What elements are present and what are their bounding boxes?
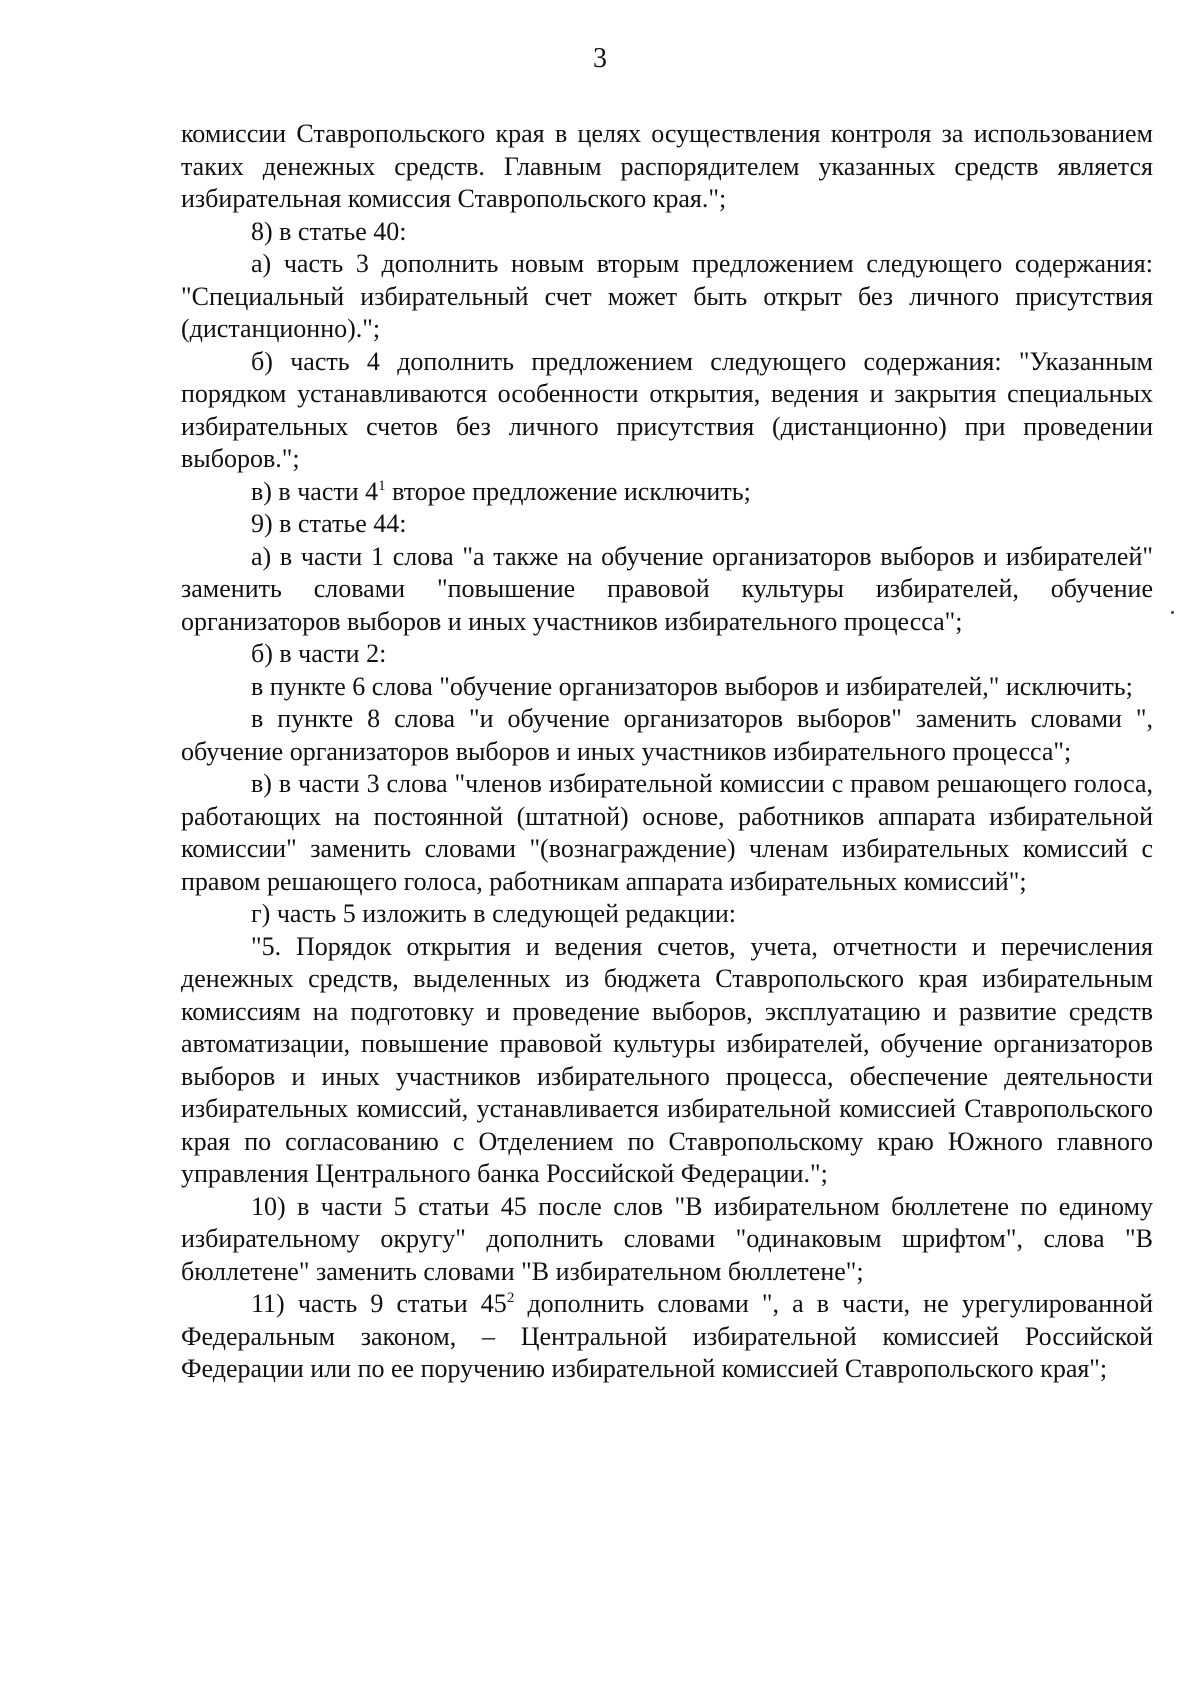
paragraph-item-9: 9) в статье 44: [251,509,407,538]
paragraph-item-11 [181,1288,1153,1386]
paragraph-9g: г) часть 5 изложить в следующей редакции: [251,899,736,928]
document-body [181,118,1153,1386]
paragraph-8b: б) часть 4 дополнить предложением следующего содержания: "Указанным порядком устанавливаются особенности открытия, ведения и закрытия специальных избирательных счетов без личного присутствия (дистанционно) при проведении выборов."; [181,346,1153,473]
paragraph-11-text: 11) часть 9 статьи 45 [251,1289,507,1318]
paragraph-9a: а) в части 1 слова "а также на обучение организаторов выборов и избирателей" заменить словами "повышение правовой культуры избирателей, обучение организаторов выборов и иных участников избирательного процесса"; [181,541,1153,636]
paragraph-9b-point-8: в пункте 8 слова "и обучение организаторов выборов" заменить словами ", обучение организаторов выборов и иных участников избирательного процесса"; [181,704,1153,766]
paragraph-8v-rest: второе предложение исключить; [385,476,751,506]
paragraph-item-8: 8) в статье 40: [251,216,407,246]
paragraph-8v-text: в) в части 4 [251,476,379,506]
paragraph-9v: в) в части 3 слова "членов избирательной комиссии с правом решающего голоса, работающих на постоянной (штатной) основе, работников аппарата избирательной комиссии" заменить словами "(вознаграждение) членам избирательных комиссий с правом решающего голоса, работникам аппарата избирательных комиссий"; [181,769,1153,896]
paragraph-part-5-text: "5. Порядок открытия и ведения счетов, учета, отчетности и перечисления денежных средств, выделенных из бюджета Ставропольского края избирательным комиссиям на подготовку и проведение выборов, эксплуатацию и развитие средств автоматизации, повышение правовой культуры избирателей, обучение организаторов выборов и иных участников избирательного процесса, обеспечение деятельности избирательных комиссий, устанавливается избирательной комиссией Ставропольского края по согласованию с Отделением по Ставропольскому краю Южного главного управления Центрального банка Российской Федерации."; [181,931,1153,1188]
paragraph-9b-point-6: в пункте 6 слова "обучение организаторов выборов и избирателей," исключить; [251,671,1133,701]
paragraph-11-rest: дополнить словами ", а в части, не урегулированной Федеральным законом, – Центральной избирательной комиссией Российской Федерации или по ее поручению избирательной комиссией Ставропольского края"; [181,1289,1153,1383]
paragraph-8a: а) часть 3 дополнить новым вторым предложением следующего содержания: "Специальный избирательный счет может быть открыт без личного присутствия (дистанционно)."; [181,249,1153,343]
paragraph-8v [181,476,1153,509]
paragraph-item-10: 10) в части 5 статьи 45 после слов "В избирательном бюллетене по единому избирательному округу" дополнить словами "одинаковым шрифтом", слова "В бюллетене" заменить словами "В избирательном бюллетене"; [181,1191,1153,1286]
paragraph-continuation: комиссии Ставропольского края в целях осуществления контроля за использованием таких денежных средств. Главным распорядителем указанных средств является избирательная комиссия Ставропольского края."; [181,119,1153,213]
superscript-1: 1 [378,477,386,494]
superscript-2: 2 [506,1290,515,1306]
scan-speck [1171,611,1174,614]
paragraph-9b: б) в части 2: [251,639,387,668]
page-number: 3 [593,43,607,74]
